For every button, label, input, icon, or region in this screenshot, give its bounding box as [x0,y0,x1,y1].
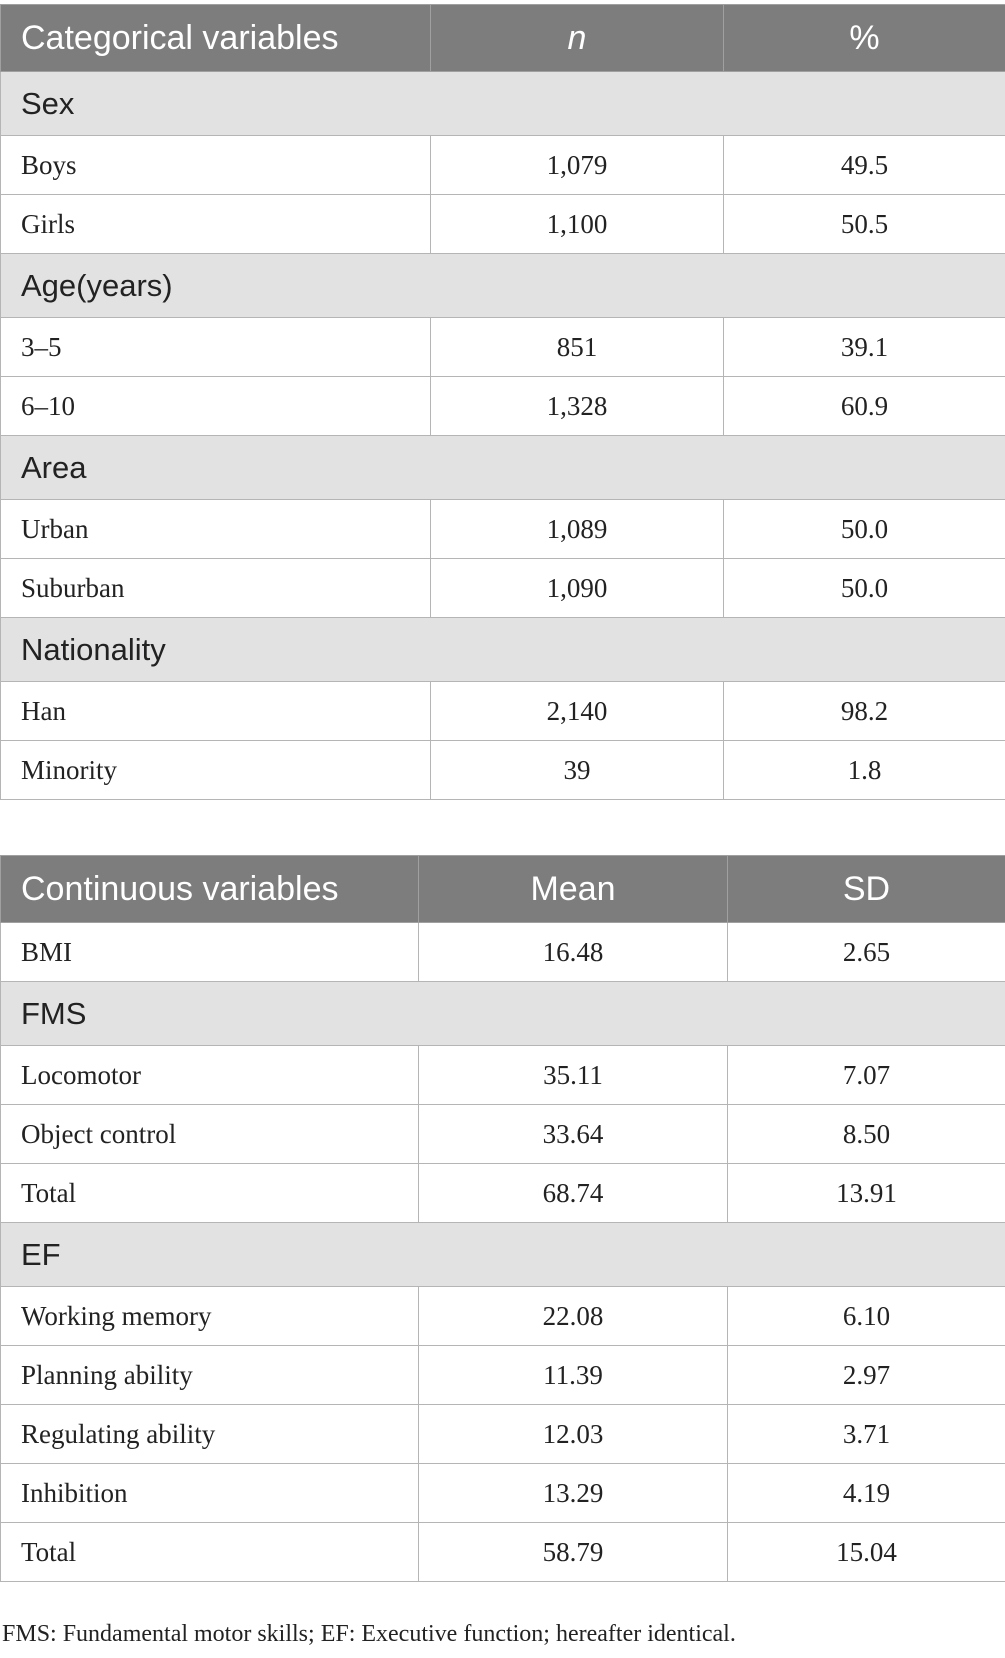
row-label: Locomotor [1,1046,419,1105]
cell-percent: 98.2 [724,682,1005,741]
row-label: Urban [1,500,431,559]
table-row [1,1046,1005,1105]
table-row [1,1405,1005,1464]
group-label: Age(years) [1,254,1005,318]
row-label: Girls [1,195,431,254]
table-row [1,682,1005,741]
group-row-nationality [1,618,1005,682]
cell-percent: 39.1 [724,318,1005,377]
row-label: Planning ability [1,1346,419,1405]
cell-percent: 50.5 [724,195,1005,254]
cell-percent: 60.9 [724,377,1005,436]
cell-sd: 13.91 [728,1164,1005,1223]
cell-percent: 50.0 [724,500,1005,559]
row-label: Minority [1,741,431,800]
cell-mean: 13.29 [419,1464,728,1523]
continuous-variables-table [0,855,1005,1582]
table-row [1,377,1005,436]
group-row-ef [1,1223,1005,1287]
row-label: 6–10 [1,377,431,436]
cell-sd: 15.04 [728,1523,1005,1582]
categorical-variables-table [0,4,1005,800]
table-row [1,136,1005,195]
table-row [1,1287,1005,1346]
row-label: BMI [1,923,419,982]
row-label: 3–5 [1,318,431,377]
cell-mean: 68.74 [419,1164,728,1223]
cell-n: 1,089 [431,500,724,559]
cell-n: 1,079 [431,136,724,195]
header-n: n [431,5,724,72]
cell-n: 851 [431,318,724,377]
cell-n: 1,090 [431,559,724,618]
row-label: Han [1,682,431,741]
table-row [1,500,1005,559]
row-label: Suburban [1,559,431,618]
group-row-fms [1,982,1005,1046]
row-label: Inhibition [1,1464,419,1523]
cell-mean: 33.64 [419,1105,728,1164]
cell-sd: 2.65 [728,923,1005,982]
row-label: Total [1,1164,419,1223]
table-header-row [1,856,1005,923]
table-row [1,1164,1005,1223]
cell-n: 1,100 [431,195,724,254]
table-row [1,318,1005,377]
cell-n: 1,328 [431,377,724,436]
cell-sd: 2.97 [728,1346,1005,1405]
table-row [1,923,1005,982]
table-row [1,741,1005,800]
header-categorical-variables: Categorical variables [1,5,431,72]
cell-mean: 22.08 [419,1287,728,1346]
group-row-area [1,436,1005,500]
cell-sd: 6.10 [728,1287,1005,1346]
table-footnote: FMS: Fundamental motor skills; EF: Executive function; hereafter identical. [2,1621,736,1647]
cell-n: 2,140 [431,682,724,741]
header-mean: Mean [419,856,728,923]
row-label: Total [1,1523,419,1582]
group-label: Nationality [1,618,1005,682]
table-row [1,195,1005,254]
group-label: Area [1,436,1005,500]
table-row [1,1105,1005,1164]
group-label: FMS [1,982,1005,1046]
group-label: Sex [1,72,1005,136]
group-row-age [1,254,1005,318]
table-row [1,1346,1005,1405]
cell-mean: 11.39 [419,1346,728,1405]
group-row-sex [1,72,1005,136]
row-label: Regulating ability [1,1405,419,1464]
header-continuous-variables: Continuous variables [1,856,419,923]
cell-percent: 49.5 [724,136,1005,195]
cell-percent: 50.0 [724,559,1005,618]
row-label: Boys [1,136,431,195]
cell-mean: 12.03 [419,1405,728,1464]
header-percent: % [724,5,1005,72]
group-label: EF [1,1223,1005,1287]
cell-mean: 58.79 [419,1523,728,1582]
row-label: Object control [1,1105,419,1164]
cell-sd: 7.07 [728,1046,1005,1105]
table-header-row [1,5,1005,72]
cell-percent: 1.8 [724,741,1005,800]
cell-sd: 4.19 [728,1464,1005,1523]
cell-mean: 16.48 [419,923,728,982]
row-label: Working memory [1,1287,419,1346]
header-sd: SD [728,856,1005,923]
table-row [1,1464,1005,1523]
cell-sd: 3.71 [728,1405,1005,1464]
cell-mean: 35.11 [419,1046,728,1105]
table-row [1,559,1005,618]
cell-sd: 8.50 [728,1105,1005,1164]
table-row [1,1523,1005,1582]
cell-n: 39 [431,741,724,800]
